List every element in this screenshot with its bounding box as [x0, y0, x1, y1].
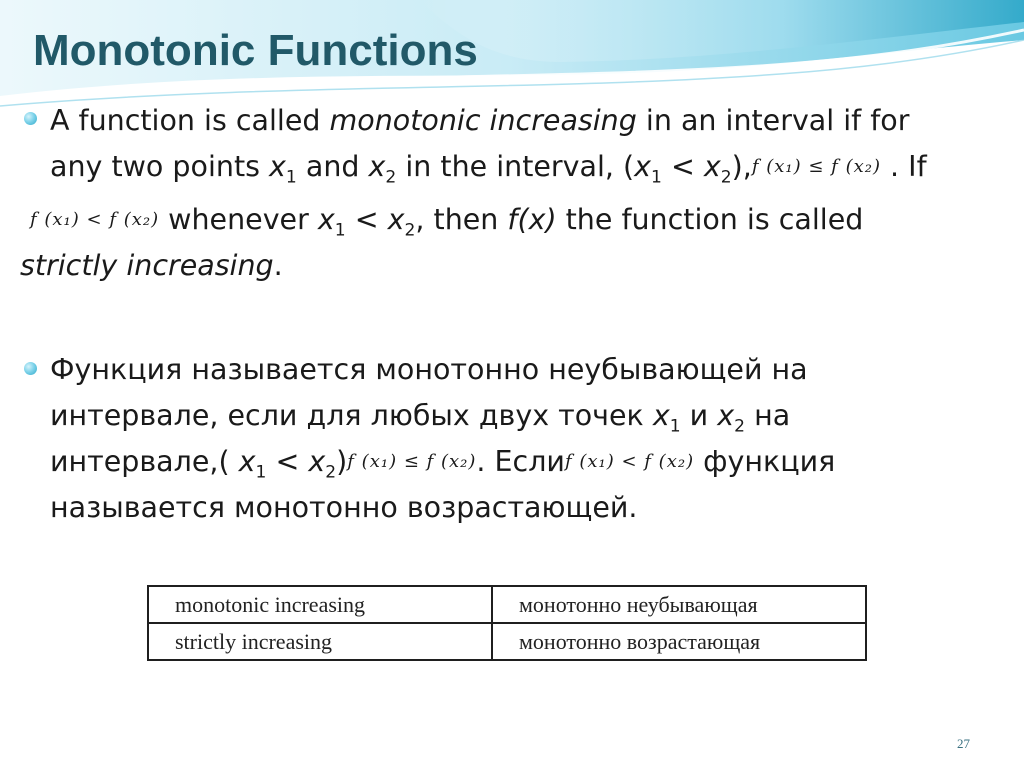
paragraph-monotonic-en-line3: f (x₁) < f (x₂) whenever $x_1 < x_2$, then f(x) the function is called: [30, 203, 864, 241]
table-cell-ru: монотонно возрастающая: [492, 623, 866, 660]
term-monotonic-increasing: monotonic increasing: [329, 104, 637, 137]
table-row: [148, 623, 866, 660]
page-title: Monotonic Functions: [33, 26, 478, 75]
formula-less-equal: f (x₁) ≤ f (x₂): [751, 156, 881, 177]
bullet-icon: [24, 112, 37, 125]
table-row: [148, 586, 866, 623]
paragraph-monotonic-ru-line2: интервале, если для любых двух точек $x_1$ и $x_2$ на: [50, 399, 791, 437]
paragraph-monotonic-ru-line4: называется монотонно возрастающей.: [50, 491, 638, 524]
table-cell-en: strictly increasing: [148, 623, 492, 660]
bullet-icon: [24, 362, 37, 375]
formula-less-equal: f (x₁) ≤ f (x₂): [347, 451, 477, 472]
formula-strict-less: f (x₁) < f (x₂): [30, 209, 160, 230]
term-strictly-increasing: strictly increasing: [20, 249, 274, 282]
formula-strict-less: f (x₁) < f (x₂): [564, 451, 695, 472]
table-cell-ru: монотонно неубывающая: [492, 586, 866, 623]
table-cell-en: monotonic increasing: [148, 586, 492, 623]
paragraph-monotonic-en-line4: strictly increasing.: [20, 249, 283, 282]
paragraph-monotonic-en: A function is called monotonic increasing in an interval if for: [50, 104, 910, 137]
paragraph-monotonic-ru-line3: интервале,( $x_1 < x_2)f$ (x₁) ≤ f (x₂). Еслиf (x₁) < f (x₂) функция: [50, 445, 836, 483]
paragraph-monotonic-en-line2: any two points $x_1$ and $x_2$ in the interval, $(x_1 < x_2),f$ (x₁) ≤ f (x₂) . If: [50, 150, 927, 188]
page-number: 27: [957, 736, 970, 751]
paragraph-monotonic-ru-line1: Функция называется монотонно неубывающей на: [50, 353, 808, 386]
terms-translation-table: [147, 585, 867, 661]
